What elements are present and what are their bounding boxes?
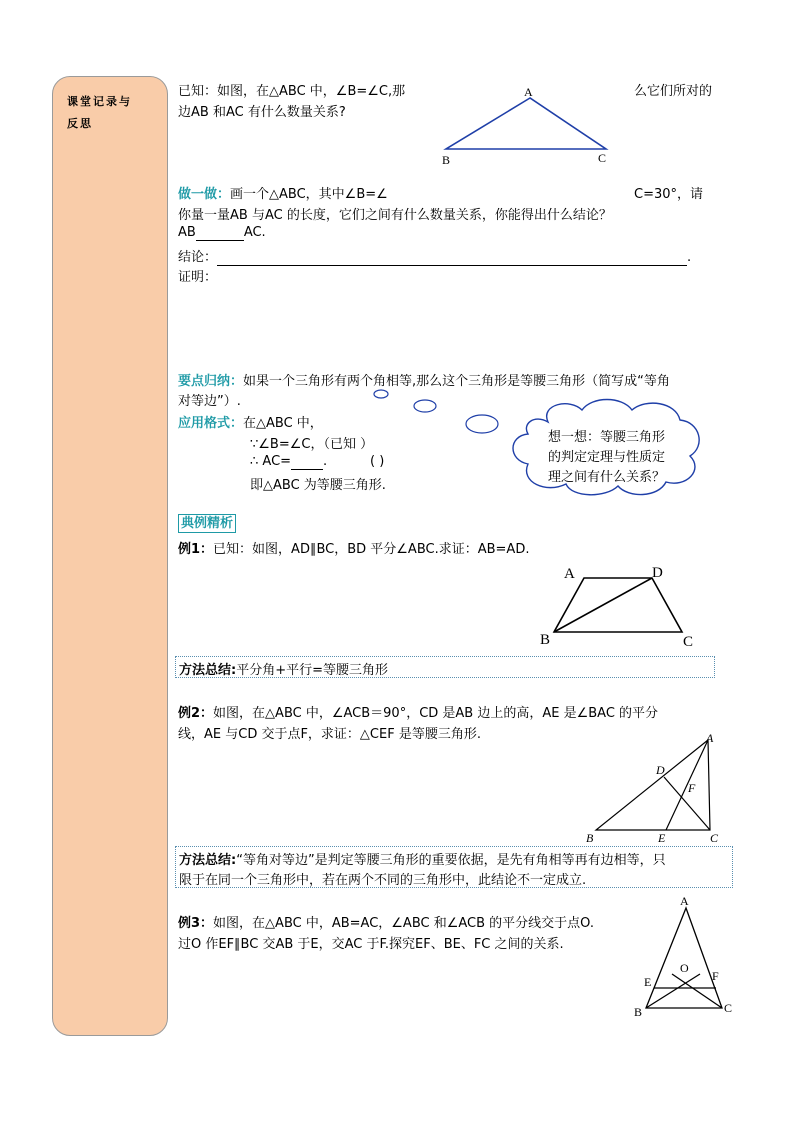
try-ab: AB [178, 225, 196, 240]
triangle-abc-shape [446, 98, 606, 149]
try-ac: AC. [243, 225, 266, 240]
ex3-label-o: O [680, 961, 689, 975]
notes-sidebar [52, 76, 168, 1036]
ex2-label-c: C [710, 831, 719, 845]
ex2-label-d: D [656, 763, 665, 777]
key-label: 要点归纳： [178, 374, 244, 389]
ex3-label-e: E [644, 975, 652, 989]
try-blank[interactable] [196, 225, 244, 241]
conclusion-end: . [687, 250, 692, 265]
ex2-label-b: B [586, 831, 594, 845]
fig1-label-b: B [442, 153, 451, 167]
apply-line-3: ∴ AC= [250, 454, 292, 469]
ex3-label-f: F [712, 969, 719, 983]
sidebar-line-2: 反思 [67, 117, 93, 130]
ex3-label-a: A [680, 894, 689, 908]
examples-title: 典例精析 [178, 514, 236, 533]
ex2-label-e: E [658, 831, 666, 845]
cloud-line-1: 想一想：等腰三角形 [548, 430, 666, 445]
ex2-label-a: A [706, 731, 714, 745]
sidebar-title [67, 91, 132, 135]
ex1-label-d: D [652, 565, 663, 581]
conclusion-label: 结论： [178, 250, 218, 265]
try-label: 做一做： [178, 187, 231, 202]
ex2-line-2: 线，AE 与CD 交于点F，求证：△CEF 是等腰三角形. [178, 727, 481, 742]
ex1-text: 已知：如图，AD∥BC，BD 平分∠ABC.求证：AB=AD. [213, 542, 530, 557]
intro-line-1-right: 么它们所对的 [634, 84, 713, 99]
ex1-label-a: A [564, 566, 575, 582]
ex2-label: 例2： [178, 706, 214, 721]
ex1-label-c: C [683, 634, 694, 650]
figure-right-triangle [584, 728, 730, 846]
method2-label: 方法总结: [179, 853, 237, 868]
fig1-label-a: A [524, 85, 533, 99]
figure-triangle-abc [438, 84, 618, 168]
method1-label: 方法总结: [179, 663, 237, 678]
proof-label: 证明： [178, 270, 218, 285]
key-line-2: 对等边”）. [178, 394, 241, 409]
cloud-text [548, 428, 665, 488]
sidebar-line-1: 课堂记录与 [67, 95, 132, 108]
method1-text: 平分角+平行=等腰三角形 [236, 663, 388, 678]
ex3-label-c: C [724, 1001, 733, 1015]
conclusion-blank[interactable] [217, 250, 687, 266]
cloud-line-3: 理之间有什么关系？ [548, 470, 666, 485]
try-line-1: 画一个△ABC，其中∠B=∠ [230, 187, 388, 202]
thought-cloud [370, 384, 720, 504]
method2-line-2: 限于在同一个三角形中，若在两个不同的三角形中，此结论不一定成立. [179, 873, 587, 888]
try-line-1-right: C=30°，请 [634, 187, 704, 202]
ex3-label: 例3： [178, 916, 214, 931]
ex1-label-b: B [540, 632, 551, 648]
ex3-line-2: 过O 作EF∥BC 交AB 于E，交AC 于F.探究EF、BE、FC 之间的关系. [178, 937, 564, 952]
apply-line-4: 即△ABC 为等腰三角形. [250, 478, 386, 493]
apply-line-1: 在△ABC 中， [243, 416, 323, 431]
cloud-line-2: 的判定定理与性质定 [548, 450, 666, 465]
figure-trapezoid-abcd [536, 560, 700, 652]
key-line-1: 如果一个三角形有两个角相等,那么这个三角形是等腰三角形（简写成“等角 [243, 374, 670, 389]
intro-line-1-left: 已知：如图，在△ABC 中，∠B=∠C,那 [178, 84, 406, 99]
ex2-line-1: 如图，在△ABC 中，∠ACB＝90°，CD 是AB 边上的高，AE 是∠BAC 的平分 [213, 706, 659, 721]
intro-line-2: 边AB 和AC 有什么数量关系? [178, 105, 346, 120]
try-line-2: 你量一量AB 与AC 的长度，它们之间有什么数量关系，你能得出什么结论？ [178, 208, 612, 223]
ex2-label-f: F [688, 781, 696, 795]
fig1-label-c: C [598, 151, 607, 165]
apply-reason-paren: ( ) [370, 454, 385, 469]
ex3-line-1: 如图，在△ABC 中，AB=AC，∠ABC 和∠ACB 的平分线交于点O. [213, 916, 595, 931]
ex1-label: 例1： [178, 542, 214, 557]
method2-line-1: “等角对等边”是判定等腰三角形的重要依据，是先有角相等再有边相等，只 [236, 853, 666, 868]
apply-label: 应用格式： [178, 416, 244, 431]
apply-blank[interactable] [291, 454, 323, 470]
ex3-label-b: B [634, 1005, 643, 1019]
apply-line-3-dot: . [323, 454, 328, 469]
apply-line-2: ∵∠B=∠C，（已知 ） [250, 437, 374, 452]
figure-isosceles-triangle [632, 890, 742, 1020]
